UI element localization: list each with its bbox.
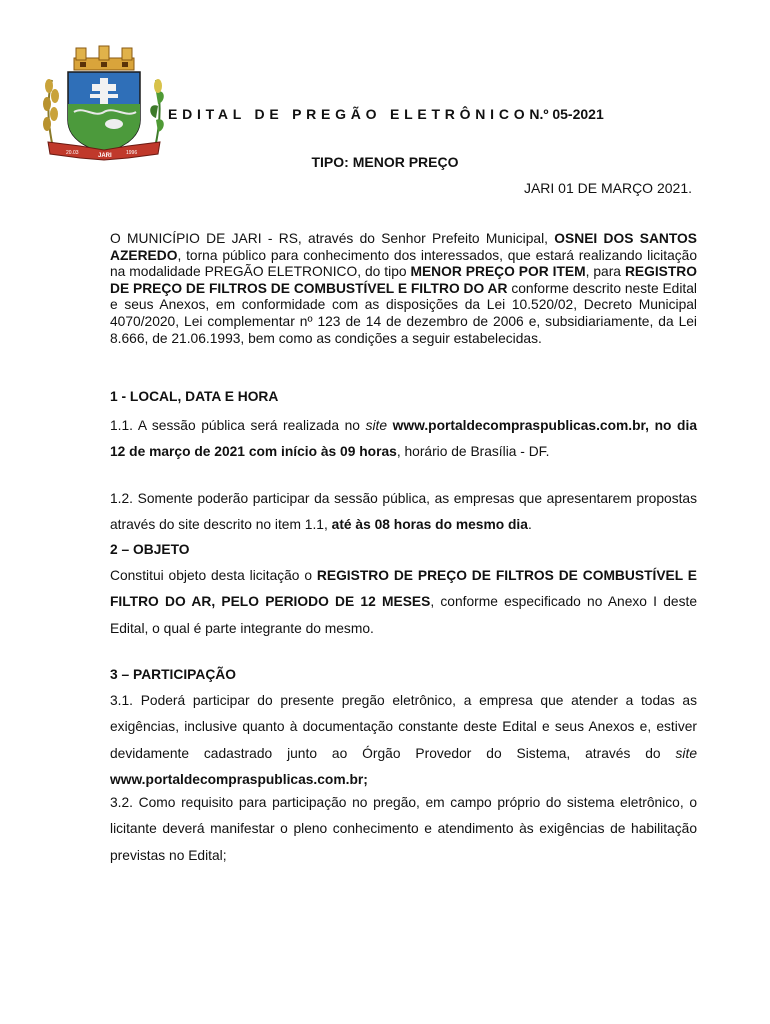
mural-crown-icon (74, 46, 134, 70)
wheat-left-icon (43, 79, 59, 152)
intro-paragraph (110, 231, 697, 347)
document-date: JARI 01 DE MARÇO 2021. (523, 180, 692, 196)
objeto-text-1: Constitui objeto desta licitação o (110, 568, 317, 583)
intro-text-3: , para (585, 264, 625, 280)
ribbon-town-name: JARI (98, 153, 112, 159)
title-number: N.º 05-2021 (529, 106, 604, 122)
p12-text-2: . (527, 517, 532, 533)
objeto-bold: REGISTRO DE PREÇO DE FILTROS DE COMBUSTÍVEL E FILTRO DO AR, PELO PERIODO DE 12 MESES (110, 568, 697, 610)
intro-text-2: , torna público para conhecimento dos interessados, que estará realizando licitação na modalidade PREGÃO ELETRONICO, do tipo (110, 247, 697, 280)
shield-icon (68, 72, 140, 152)
mayor-name: OSNEI DOS SANTOS AZEREDO (110, 231, 697, 263)
bid-type: TIPO: MENOR PREÇO (311, 154, 459, 170)
bid-object: REGISTRO DE PREÇO DE FILTROS DE COMBUSTÍVEL E FILTRO DO AR (110, 264, 697, 296)
portal-url: www.portaldecompraspublicas.com.br (392, 418, 646, 433)
p11-text-2: , horário de Brasília - DF. (396, 444, 550, 460)
p12-text-1: 1.2. Somente poderão participar da sessão pública, as empresas que apresentarem propostas através do site descrito no item 1.1, (110, 491, 697, 533)
paragraph-1-2 (110, 486, 697, 539)
paragraph-3-2: 3.2. Como requisito para participação no pregão, em campo próprio do sistema eletrônico, o licitante deverá manifestar o pleno conhecimento e atendimento às exigências de habilitação previstas no Edital; (110, 795, 697, 863)
intro-text-1: O MUNICÍPIO DE JARI - RS, através do Senhor Prefeito Municipal, (110, 231, 555, 246)
session-date-time: , no dia 12 de março de 2021 com início às 09 horas (110, 418, 697, 460)
p11-italic-site: site (365, 418, 388, 433)
document-title (168, 106, 604, 122)
p11-text-1: 1.1. A sessão pública será realizada no (110, 418, 366, 433)
municipal-coat-of-arms (40, 42, 168, 162)
section-2-heading: 2 – OBJETO (110, 542, 190, 557)
ribbon-year-right: 1996 (126, 150, 138, 156)
p31-italic-site: site (675, 745, 697, 761)
section-3-heading: 3 – PARTICIPAÇÃO (110, 667, 236, 682)
ribbon-year-left: 20.03 (66, 150, 79, 156)
p31-text-1: 3.1. Poderá participar do presente pregão eletrônico, a empresa que atender a todas as exigências, inclusive quanto à documentação constante deste Edital e seus Anexos e, estiver devidamente cadastrado junto ao Órgão Provedor do Sistema, através do (110, 693, 697, 761)
portal-url-2: www.portaldecompraspublicas.com.br; (110, 771, 368, 787)
intro-text-4: conforme descrito neste Edital e seus Anexos, em conformidade com as disposições da Lei 10.520/02, Decreto Municipal 4070/2020, Lei complementar nº 123 de 14 de dezembro de 2006 e, subsidiariamente, da Lei 8.666, de 21.06.1993, bem como as condições a seguir estabelecidas. (110, 280, 697, 346)
proposal-deadline: até às 08 horas do mesmo dia (331, 517, 528, 533)
paragraph-objeto (110, 563, 697, 642)
corn-right-icon (150, 79, 164, 152)
title-spaced: EDITAL DE PREGÃO ELETRÔNICO (168, 106, 530, 122)
paragraph-3-1 (110, 688, 697, 793)
paragraph-1-1 (110, 413, 697, 466)
objeto-text-2: , conforme especificado no Anexo I deste Edital, o qual é parte integrante do mesmo. (110, 594, 697, 636)
bid-criterion: MENOR PREÇO POR ITEM (410, 264, 586, 280)
section-1-heading: 1 - LOCAL, DATA E HORA (110, 389, 279, 404)
